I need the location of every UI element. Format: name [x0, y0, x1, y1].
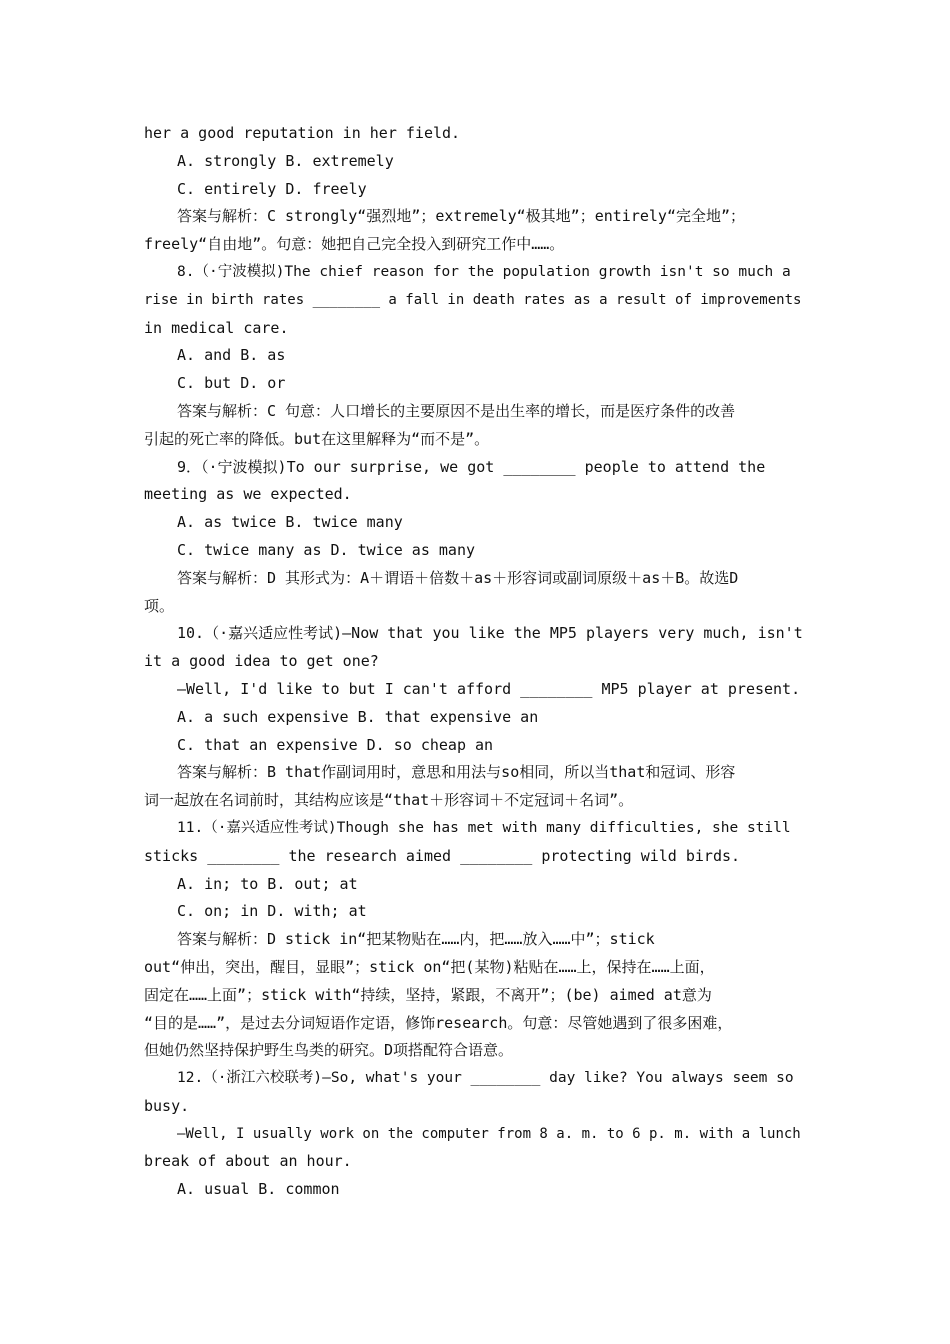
answer-explanation: 固定在……上面”；stick with“持续，坚持，紧跟，不离开”；(be) aimed at意为 [144, 985, 712, 1004]
question-9-text: meeting as we expected. [144, 485, 352, 504]
option-line: A. as twice B. twice many [177, 513, 403, 532]
question-12: 12.（·浙江六校联考)—So, what's your ________ day like? You always seem so [177, 1070, 794, 1087]
option-line: A. strongly B. extremely [177, 151, 394, 170]
answer-explanation: “目的是……”，是过去分词短语作定语，修饰research。句意：尽管她遇到了很多困难， [144, 1013, 733, 1032]
answer-explanation: 答案与解析：C 句意：人口增长的主要原因不是出生率的增长，而是医疗条件的改善 [177, 401, 736, 420]
option-line: A. usual B. common [177, 1180, 340, 1199]
text-line: her a good reputation in her field. [144, 124, 461, 142]
option-line: A. and B. as [177, 346, 286, 365]
question-12-text: break of about an hour. [144, 1152, 352, 1171]
question-12-text: —Well, I usually work on the computer from 8 a. m. to 6 p. m. with a lunch [177, 1125, 801, 1142]
answer-explanation: out“伸出，突出，醒目，显眼”；stick on“把(某物)粘贴在……上，保持在……上面， [144, 957, 715, 976]
question-10: 10.（·嘉兴适应性考试)—Now that you like the MP5 players very much, isn't [177, 624, 803, 643]
question-8-text: in medical care. [144, 318, 289, 337]
answer-explanation: 答案与解析：D stick in“把某物贴在……内，把……放入……中”；stick [177, 930, 655, 949]
answer-explanation: 引起的死亡率的降低。but在这里解释为“而不是”。 [144, 429, 490, 448]
option-line: C. on; in D. with; at [177, 902, 367, 921]
question-10-text: —Well, I'd like to but I can't afford ________ MP5 player at present. [177, 679, 801, 698]
document-page [144, 120, 808, 1204]
question-11: 11.（·嘉兴适应性考试)Though she has met with many difficulties, she still [177, 819, 791, 836]
answer-explanation: 词一起放在名词前时，其结构应该是“that＋形容词＋不定冠词＋名词”。 [144, 791, 634, 810]
option-line: C. but D. or [177, 374, 286, 393]
option-line: C. entirely D. freely [177, 179, 367, 198]
question-8-text: rise in birth rates ________ a fall in death rates as a result of improvements [144, 291, 802, 308]
option-line: C. that an expensive D. so cheap an [177, 735, 494, 754]
option-line: C. twice many as D. twice as many [177, 540, 476, 559]
answer-explanation: 答案与解析：D 其形式为：A＋谓语＋倍数＋as＋形容词或副词原级＋as＋B。故选D [177, 568, 739, 587]
question-9: 9．（·宁波模拟)To our surprise, we got ________ people to attend the [177, 457, 766, 476]
answer-explanation: freely“自由地”。句意：她把自己完全投入到研究工作中……。 [144, 235, 565, 254]
option-line: A. a such expensive B. that expensive an [177, 707, 539, 726]
option-line: A. in; to B. out; at [177, 874, 358, 893]
answer-explanation: 项。 [144, 596, 175, 615]
answer-explanation: 答案与解析：B that作副词用时，意思和用法与so相同，所以当that和冠词、形容 [177, 763, 736, 782]
answer-explanation: 但她仍然坚持保护野生鸟类的研究。D项搭配符合语意。 [144, 1041, 514, 1060]
answer-explanation: 答案与解析：C strongly“强烈地”；extremely“极其地”；entirely“完全地”； [177, 207, 746, 226]
question-10-text: it a good idea to get one? [144, 652, 379, 671]
question-12-text: busy. [144, 1096, 190, 1115]
question-8: 8.（·宁波模拟)The chief reason for the population growth isn't so much a [177, 263, 791, 280]
question-11-text: sticks ________ the research aimed ________ protecting wild birds. [144, 846, 741, 865]
